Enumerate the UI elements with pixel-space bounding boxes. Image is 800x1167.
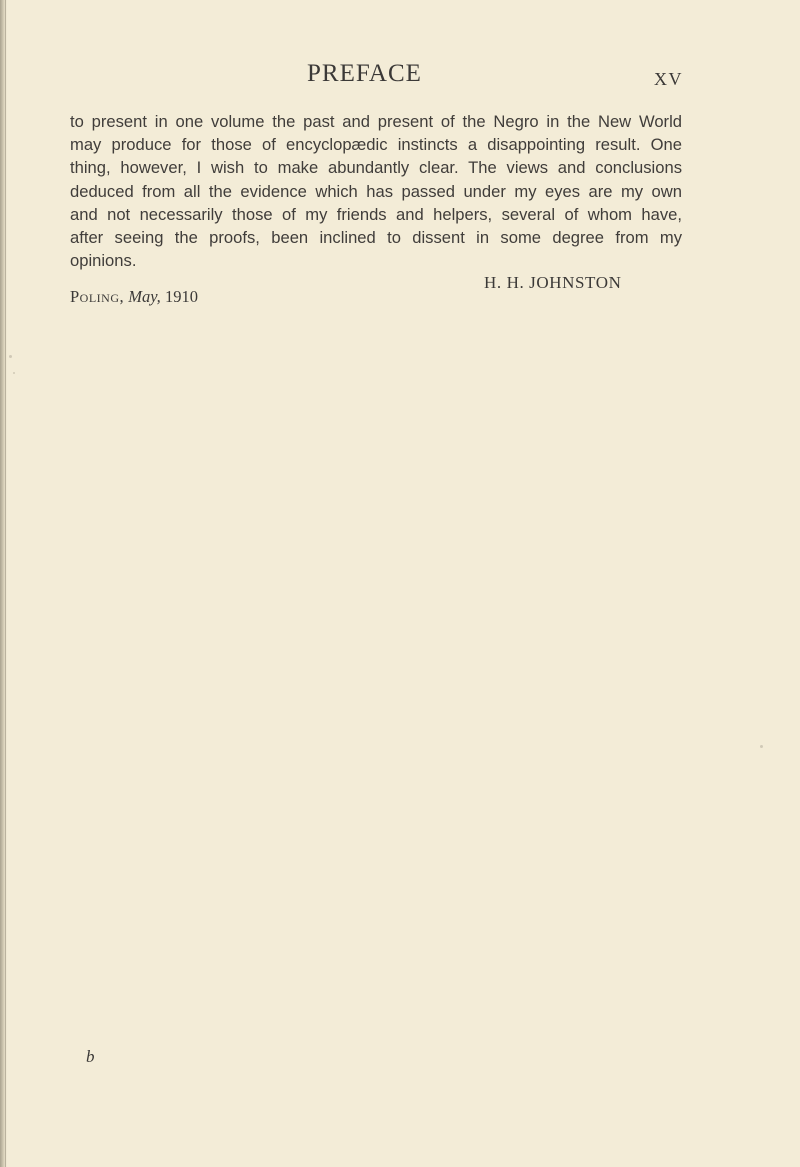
paper-speck (13, 372, 15, 374)
dateline-place: Poling, (70, 287, 125, 306)
author-signature: H. H. JOHNSTON (484, 273, 622, 292)
text-line: thing, however, I wish to make abundantly clear. The views and conclusions (70, 158, 682, 178)
dateline (70, 287, 198, 307)
paper-speck (760, 745, 763, 748)
paper-speck (9, 355, 12, 358)
printer-signature-mark: b (86, 1047, 95, 1066)
text-line: deduced from all the evidence which has passed under my eyes are my own (70, 181, 682, 201)
dateline-month: May, (128, 287, 161, 306)
text-line: to present in one volume the past and present of the Negro in the New World (70, 112, 682, 131)
text-line: after seeing the proofs, been inclined to dissent in some degree from my (70, 227, 682, 247)
dateline-year: 1910 (164, 287, 198, 306)
page-title: PREFACE (307, 60, 422, 87)
text-line: may produce for those of encyclopædic instincts a disappointing result. One (70, 135, 682, 155)
text-line: opinions. (70, 251, 137, 271)
text-line: and not necessarily those of my friends and helpers, several of whom have, (70, 204, 682, 224)
preface-paragraph (70, 110, 682, 272)
running-head (0, 60, 800, 92)
gutter-edge-line (5, 0, 6, 1167)
page-number: XV (654, 69, 683, 89)
